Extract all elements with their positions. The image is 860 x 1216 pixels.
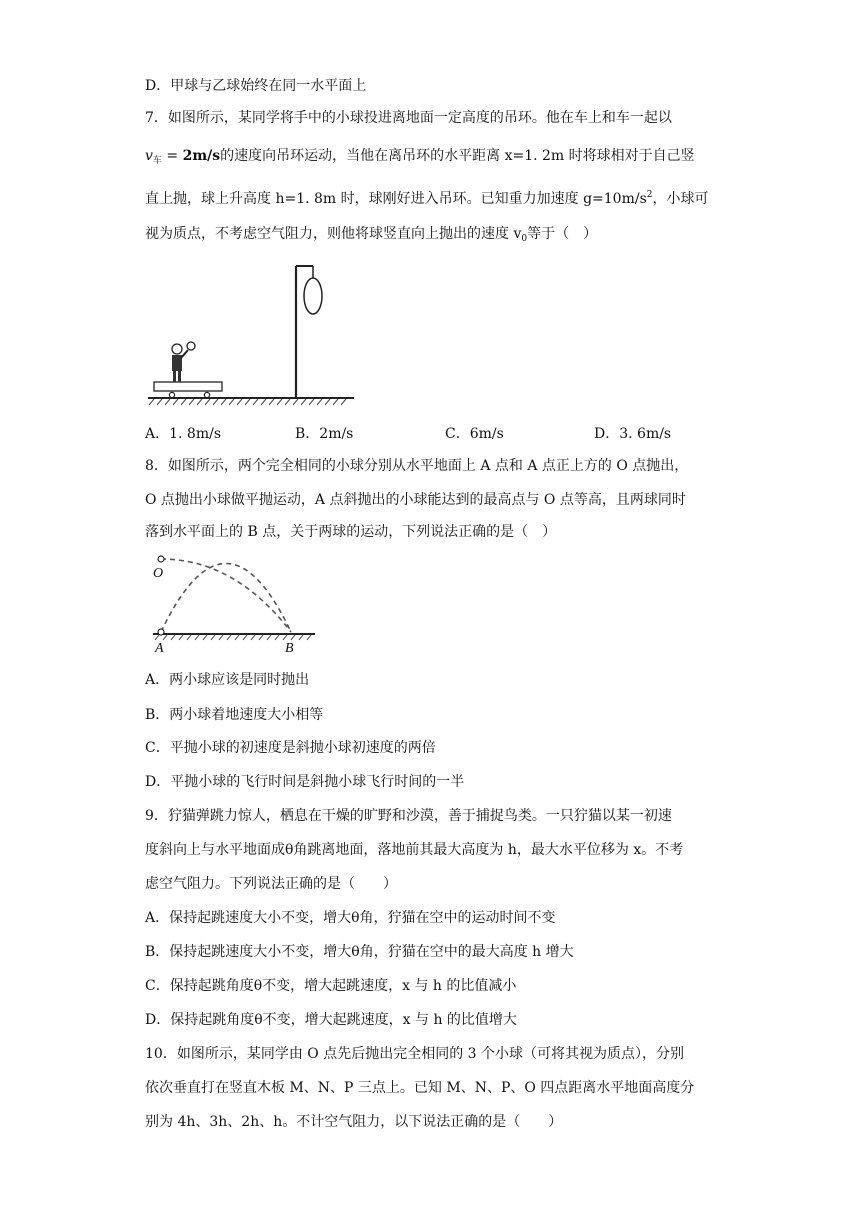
q7-v-subscript: 车 [152, 156, 162, 166]
q8-stem-line1: 8．如图所示，两个完全相同的小球分别从水平地面上 A 点和 A 点正上方的 O 点抛出， [145, 458, 689, 474]
q7-line4-sub: 0 [521, 234, 528, 244]
q8-label-a: A [155, 641, 164, 656]
q9-option-d: D．保持起跳角度θ不变，增大起跳速度，x 与 h 的比值增大 [145, 1012, 517, 1028]
q8-option-a: A．两小球应该是同时抛出 [145, 672, 310, 688]
q7-option-d: D．3. 6m/s [594, 426, 672, 442]
q8-option-d: D．平抛小球的飞行时间是斜抛小球飞行时间的一半 [145, 774, 465, 790]
q8-label-b: B [285, 641, 294, 656]
q7-line3-b: ，小球可 [652, 191, 709, 207]
q7-stem-line2 [145, 146, 695, 171]
q9-stem-line1: 9．狞猫弹跳力惊人，栖息在干燥的旷野和沙漠，善于捕捉鸟类。一只狞猫以某一初速 [145, 808, 672, 824]
q8-option-c: C．平抛小球的初速度是斜抛小球初速度的两倍 [145, 740, 436, 756]
q9-option-c: C．保持起跳角度θ不变，增大起跳速度，x 与 h 的比值减小 [145, 978, 517, 994]
q7-stem-line1: 7．如图所示，某同学将手中的小球投进离地面一定高度的吊环。他在车上和车一起以 [145, 110, 672, 126]
q10-stem-line2: 依次垂直打在竖直木板 M、N、P 三点上。已知 M、N、P、O 四点距离水平地面高度分 [145, 1080, 695, 1096]
q7-line4-a: 视为质点，不考虑空气阻力，则他将球竖直向上抛出的速度 v [145, 226, 522, 242]
q7-v-value: 2m/s [182, 148, 221, 164]
q7-line2-rest: 的速度向吊环运动，当他在离吊环的水平距离 x=1. 2m 时将球相对于自己竖 [220, 148, 695, 164]
q8-stem-line3: 落到水平面上的 B 点，关于两球的运动，下列说法正确的是（ ） [145, 524, 557, 540]
q7-option-b: B．2m/s [295, 426, 354, 442]
q9-stem-line2: 度斜向上与水平地面成θ角跳离地面，落地前其最大高度为 h，最大水平位移为 x。不考 [145, 842, 684, 858]
q7-stem-line4 [145, 224, 597, 249]
q8-label-o: O [153, 566, 164, 581]
q8-option-b: B．两小球着地速度大小相等 [145, 707, 324, 723]
q10-stem-line1: 10．如图所示，某同学由 O 点先后抛出完全相同的 3 个小球（可将其视为质点），分别 [145, 1046, 684, 1062]
q8-stem-line2: O 点抛出小球做平抛运动，A 点斜抛出的小球能达到的最高点与 O 点等高，且两球同时 [145, 492, 686, 508]
q7-line4-b: 等于（ ） [527, 226, 598, 242]
q7-figure [140, 258, 360, 408]
q7-option-a: A．1. 8m/s [145, 426, 222, 442]
q9-option-a: A．保持起跳速度大小不变，增大θ角，狞猫在空中的运动时间不变 [145, 910, 556, 926]
q7-line3-sup: 2 [646, 190, 653, 200]
q7-line3-a: 直上抛，球上升高度 h=1. 8m 时，球刚好进入吊环。已知重力加速度 g=10m/s [145, 191, 647, 207]
q7-stem-line3 [145, 185, 709, 209]
q9-stem-line3: 虑空气阻力。下列说法正确的是（ ） [145, 876, 397, 892]
q8-figure [145, 550, 325, 662]
q9-option-b: B．保持起跳速度大小不变，增大θ角，狞猫在空中的最大高度 h 增大 [145, 944, 574, 960]
q7-v-symbol: v [145, 148, 153, 164]
q7-option-c: C．6m/s [445, 426, 504, 442]
q7-equals: = [161, 148, 183, 164]
q10-stem-line3: 别为 4h、3h、2h、h。不计空气阻力，以下说法正确的是（ ） [145, 1114, 563, 1130]
q6-option-d: D．甲球与乙球始终在同一水平面上 [145, 78, 367, 94]
